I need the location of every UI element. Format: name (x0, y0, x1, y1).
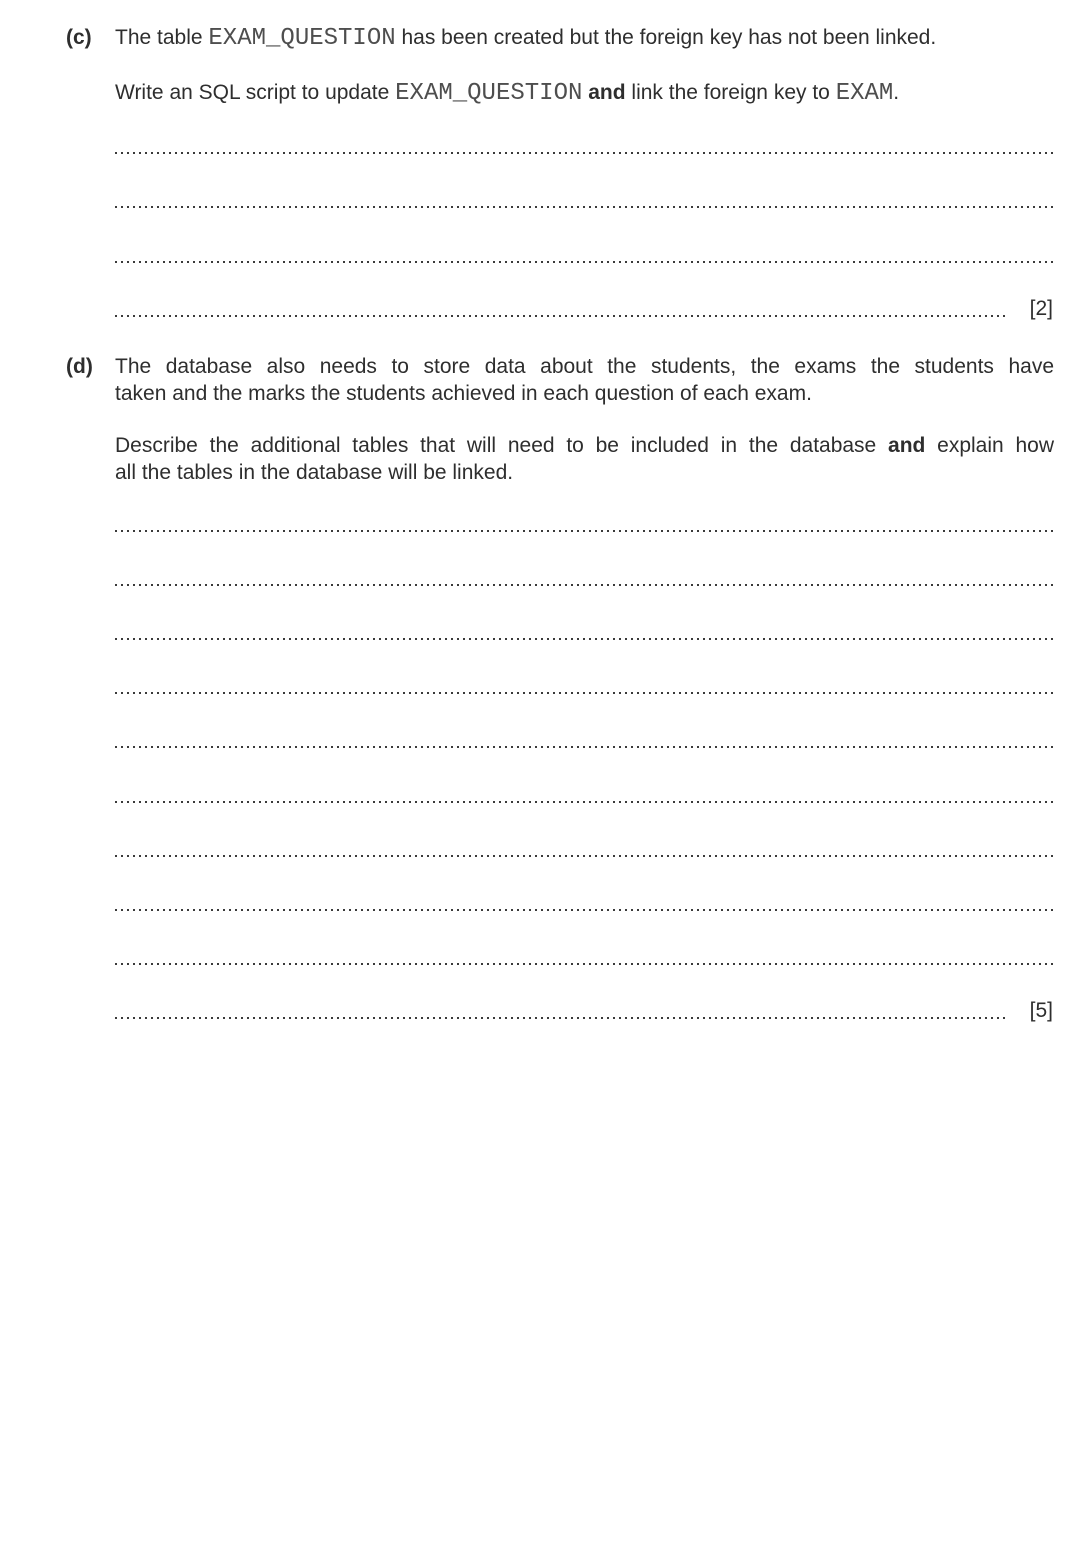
question-c-label: (c) (66, 26, 92, 49)
question-c-task-text: link the foreign key to (625, 81, 836, 104)
dotted-answer-line (115, 206, 1053, 208)
question-d-task-text: Describe the additional tables that will need to be included in the database (115, 434, 889, 457)
emphasis-and: and (888, 434, 926, 457)
dotted-answer-line (115, 746, 1053, 748)
table-name-exam-question: EXAM_QUESTION (208, 25, 396, 52)
dotted-answer-line (115, 909, 1053, 911)
question-d-task-line2: all the tables in the database will be linked. (115, 461, 514, 484)
question-d-label: (d) (66, 355, 93, 378)
question-c-intro-text: The table (115, 26, 209, 49)
dotted-answer-line (115, 963, 1053, 965)
dotted-answer-line (115, 584, 1053, 586)
dotted-answer-line (115, 152, 1053, 154)
question-d (66, 353, 1054, 407)
dotted-answer-line (115, 855, 1053, 857)
emphasis-and: and (588, 81, 626, 104)
dotted-answer-line (115, 638, 1053, 640)
question-d-intro-line2: taken and the marks the students achieved in each question of each exam. (115, 382, 812, 405)
question-c-intro (115, 24, 1054, 51)
table-name-exam: EXAM (835, 80, 894, 107)
question-d-task (115, 432, 1054, 486)
marks-question-d: [5] (1029, 999, 1053, 1022)
marks-question-c: [2] (1029, 297, 1053, 320)
question-d-intro (115, 353, 1054, 407)
dotted-answer-line (115, 261, 1053, 263)
dotted-answer-line (115, 692, 1053, 694)
dotted-answer-line (115, 530, 1053, 532)
question-c-task-text: Write an SQL script to update (115, 81, 396, 104)
question-d-intro-line1: The database also needs to store data about the students, the exams the students have (115, 355, 1054, 378)
question-c (66, 24, 1054, 51)
question-d-task-line1 (115, 432, 1054, 459)
table-name-exam-question: EXAM_QUESTION (395, 80, 583, 107)
question-d-task-text: explain how (925, 434, 1054, 457)
question-c-intro-text: has been created but the foreign key has not been linked. (395, 26, 937, 49)
question-c-task: Write an SQL script to update EXAM_QUESTION and link the foreign key to EXAM. (115, 80, 900, 107)
dotted-answer-line (115, 801, 1053, 803)
